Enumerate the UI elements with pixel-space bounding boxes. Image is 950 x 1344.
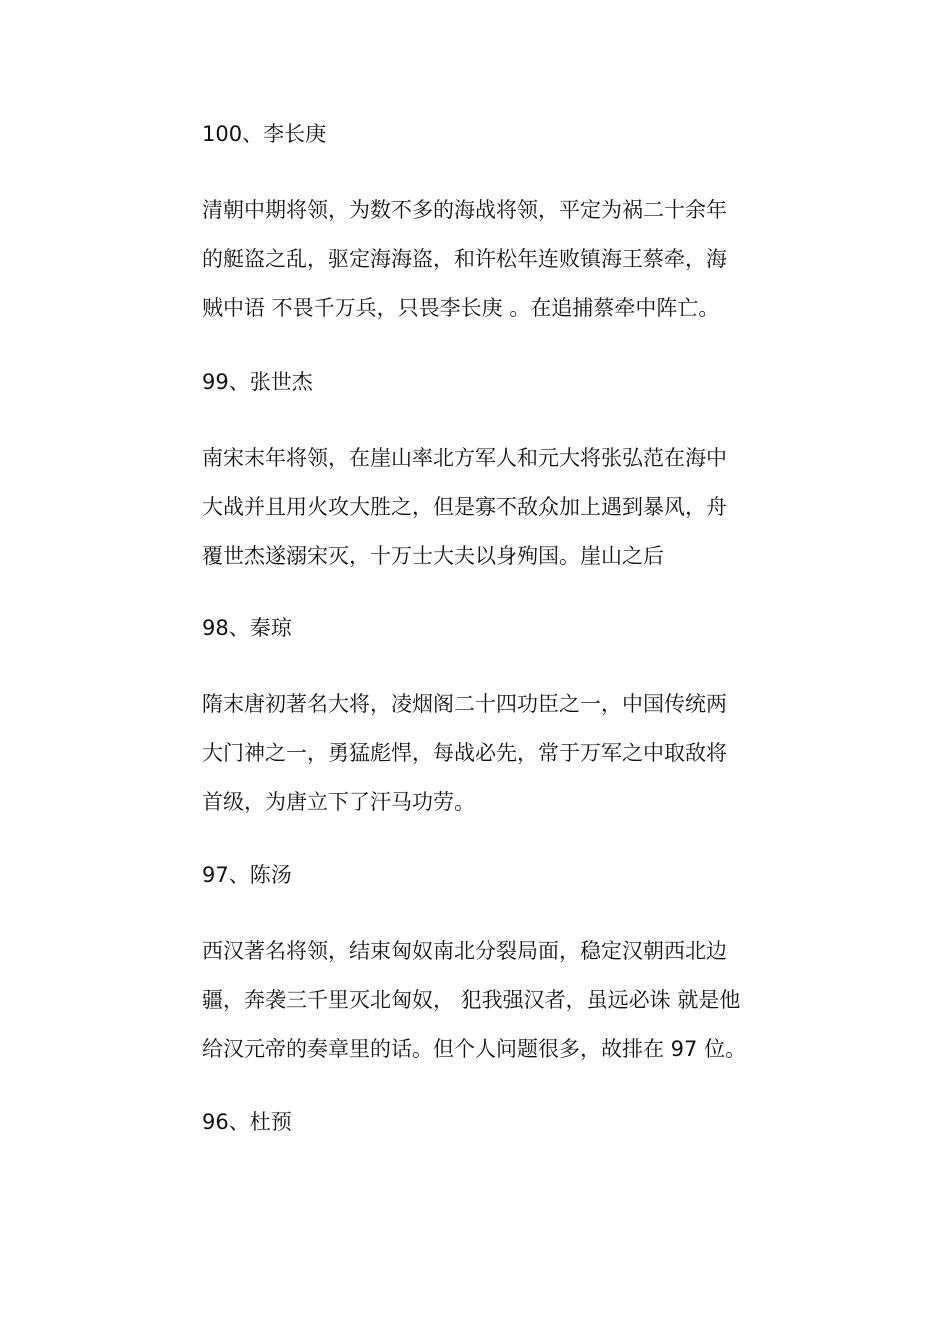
paragraph-line: 覆世杰遂溺宋灭，十万士大夫以身殉国。崖山之后 — [202, 544, 664, 568]
paragraph-line: 疆，奔袭三千里灭北匈奴， 犯我强汉者，虽远必诛 就是他 — [202, 988, 741, 1012]
entry-heading-100: 100、李长庚 — [202, 122, 327, 146]
entry-paragraph-99 — [202, 434, 762, 581]
paragraph-line: 大战并且用火攻大胜之，但是寡不敌众加上遇到暴风，舟 — [202, 495, 727, 519]
entry-paragraph-100 — [202, 186, 762, 333]
entry-paragraph-98 — [202, 680, 762, 827]
entry-paragraph-97 — [202, 927, 762, 1074]
paragraph-line: 清朝中期将领，为数不多的海战将领，平定为祸二十余年 — [202, 198, 727, 222]
paragraph-line: 隋末唐初著名大将，凌烟阁二十四功臣之一，中国传统两 — [202, 692, 727, 716]
entry-heading-97: 97、陈汤 — [202, 863, 292, 887]
paragraph-line: 大门神之一，勇猛彪悍，每战必先，常于万军之中取敌将 — [202, 741, 727, 765]
entry-heading-96: 96、杜预 — [202, 1110, 292, 1134]
paragraph-line: 西汉著名将领，结束匈奴南北分裂局面，稳定汉朝西北边 — [202, 939, 727, 963]
entry-heading-99: 99、张世杰 — [202, 370, 313, 394]
paragraph-line: 南宋末年将领，在崖山率北方军人和元大将张弘范在海中 — [202, 446, 727, 470]
paragraph-line: 贼中语 不畏千万兵，只畏李长庚 。在追捕蔡牵中阵亡。 — [202, 296, 720, 320]
paragraph-line: 的艇盗之乱，驱定海海盗，和许松年连败镇海王蔡牵，海 — [202, 247, 727, 271]
paragraph-line: 首级，为唐立下了汗马功劳。 — [202, 790, 475, 814]
entry-heading-98: 98、秦琼 — [202, 616, 292, 640]
paragraph-line: 给汉元帝的奏章里的话。但个人问题很多，故排在 97 位。 — [202, 1037, 747, 1061]
